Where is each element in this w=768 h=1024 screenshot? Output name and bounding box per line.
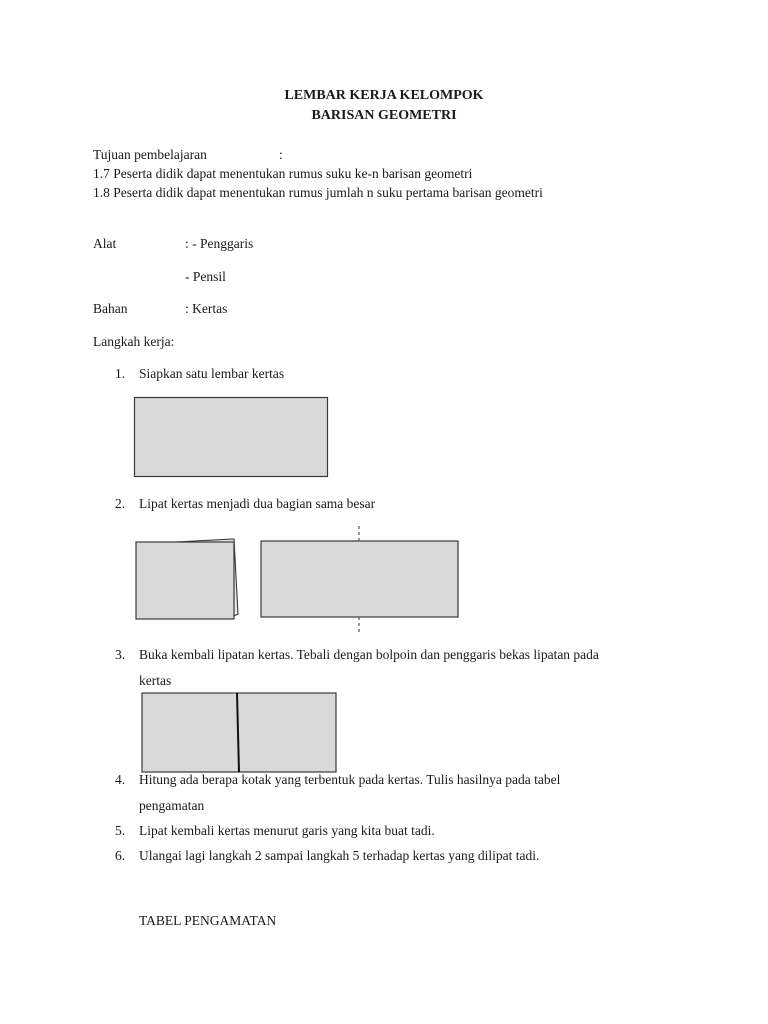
step-text-continued: pengamatan: [139, 798, 205, 813]
paper-sheet-figure: [133, 396, 329, 478]
objectives-colon: :: [279, 147, 283, 162]
step-text: Hitung ada berapa kotak yang terbentuk pada kertas. Tulis hasilnya pada tabel: [139, 772, 561, 787]
step-text-continued: kertas: [139, 673, 172, 688]
step-number: 1.: [115, 366, 126, 381]
step-number: 5.: [115, 823, 126, 838]
objective-item: 1.7 Peserta didik dapat menentukan rumus suku ke-n barisan geometri: [93, 166, 473, 181]
unfolded-paper-figure: [141, 692, 338, 774]
step-text: Lipat kembali kertas menurut garis yang kita buat tadi.: [139, 823, 435, 838]
folded-paper-figure: [134, 536, 240, 620]
step-number: 3.: [115, 647, 126, 662]
materials-label: Bahan: [93, 301, 128, 316]
fold-line-paper-figure: [260, 526, 460, 632]
observation-table-title: TABEL PENGAMATAN: [139, 913, 277, 928]
step-text: Siapkan satu lembar kertas: [139, 366, 285, 381]
objectives-label: Tujuan pembelajaran: [93, 147, 207, 162]
worksheet-subtitle: BARISAN GEOMETRI: [311, 108, 457, 123]
tools-label: Alat: [93, 236, 117, 251]
tool-item: : - Penggaris: [185, 236, 254, 251]
step-number: 6.: [115, 848, 126, 863]
worksheet-title: LEMBAR KERJA KELOMPOK: [284, 88, 484, 103]
materials-value: : Kertas: [185, 301, 228, 316]
step-number: 4.: [115, 772, 126, 787]
step-text: Buka kembali lipatan kertas. Tebali dengan bolpoin dan penggaris bekas lipatan pada: [139, 647, 599, 662]
steps-label: Langkah kerja:: [93, 334, 175, 349]
step-text: Lipat kertas menjadi dua bagian sama besar: [139, 496, 376, 511]
objective-item: 1.8 Peserta didik dapat menentukan rumus jumlah n suku pertama barisan geometri: [93, 185, 543, 200]
step-text: Ulangai lagi langkah 2 sampai langkah 5 terhadap kertas yang dilipat tadi.: [139, 848, 540, 863]
step-number: 2.: [115, 496, 126, 511]
tool-item: - Pensil: [185, 269, 226, 284]
